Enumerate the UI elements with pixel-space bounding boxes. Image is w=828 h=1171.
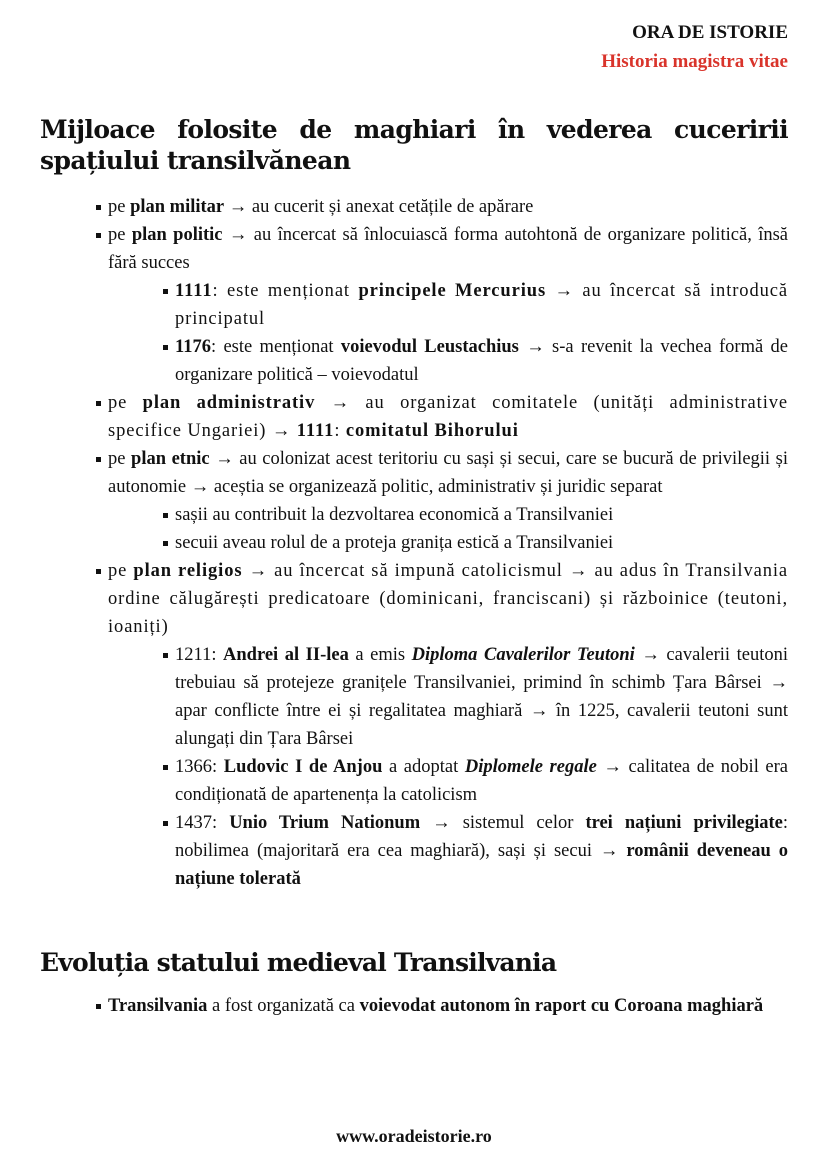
- text-segment: → cavalerii teutoni trebuiau să protejeze granițele Transilvaniei, primind în schimb Țara Bârsei → apar conflicte între ei și regalitatea maghiară → în 1225, cavalerii teutoni sunt alungați din Țara Bârsei: [175, 645, 789, 749]
- text-segment: → au colonizat acest teritoriu cu sași și secui, care se bucură de privilegii și autonomie → aceștia se organizează politic, administrativ și juridic separat: [108, 449, 788, 497]
- emphasis-text: plan administrativ: [142, 393, 316, 413]
- bullet-item: [108, 445, 788, 501]
- bullet-item: [175, 277, 788, 333]
- text-segment: 1366:: [175, 757, 224, 777]
- text-segment: a adoptat: [382, 757, 465, 777]
- text-segment: secuii aveau rolul de a proteja granița estică a Transilvaniei: [175, 533, 614, 553]
- emphasis-text: Unio Trium Nationum: [229, 813, 421, 833]
- text-segment: → au cucerit și anexat cetățile de apărare: [224, 197, 534, 217]
- emphasis-text: comitatul Bihorului: [345, 421, 519, 441]
- conquest-means-list: [0, 193, 828, 893]
- text-segment: : nobilimea (majoritară era cea maghiară), sași și secui →: [175, 813, 788, 861]
- emphasis-text: voievodat autonom în raport cu Coroana maghiară: [359, 996, 764, 1016]
- emphasis-text: plan etnic: [131, 449, 210, 469]
- text-segment: : este menționat: [212, 281, 359, 301]
- text-segment: → au încercat să introducă principatul: [175, 281, 788, 329]
- text-segment: → sistemul celor: [420, 813, 586, 833]
- text-segment: 1437:: [175, 813, 230, 833]
- emphasis-text: 1176: [175, 337, 211, 357]
- emphasis-text: 1111: [296, 421, 335, 441]
- text-segment: sașii au contribuit la dezvoltarea economică a Transilvaniei: [175, 505, 614, 525]
- emphasis-text: Transilvania: [108, 996, 208, 1016]
- text-segment: pe: [108, 225, 132, 245]
- text-segment: → calitatea de nobil era condiționată de apartenența la catolicism: [175, 757, 789, 805]
- bullet-item: [175, 641, 788, 753]
- text-segment: pe: [108, 197, 131, 217]
- text-segment: → au organizat comitatele (unități administrative specifice Ungariei) →: [108, 393, 788, 441]
- text-segment: a emis: [348, 645, 412, 665]
- bullet-item: [108, 389, 788, 445]
- text-segment: a fost organizată ca: [207, 996, 360, 1016]
- emphasis-text: Diplomele regale: [464, 757, 597, 777]
- bullet-item: [108, 193, 788, 221]
- text-segment: :: [334, 421, 346, 441]
- section-heading-conquest: Mijloace folosite de maghiari în vederea cuceririi spațiului transilvănean: [40, 115, 788, 175]
- text-segment: → au încercat să impună catolicismul → au adus în Transilvania ordine călugărești predicatoare (dominicani, franciscani) și războinice (teutoni, ioaniți): [108, 561, 789, 637]
- text-segment: 1211:: [175, 645, 224, 665]
- bullet-item: [175, 501, 788, 529]
- emphasis-text: 1111: [175, 281, 213, 301]
- bullet-item: [108, 221, 788, 277]
- emphasis-text: Diploma Cavalerilor Teutoni: [411, 645, 635, 665]
- bullet-item: [108, 992, 788, 1020]
- bullet-item: [175, 333, 788, 389]
- text-segment: pe: [108, 449, 132, 469]
- bullet-item: [108, 557, 788, 641]
- bullet-item: [175, 753, 788, 809]
- emphasis-text: voievodul Leustachius: [340, 337, 519, 357]
- site-title: ORA DE ISTORIE: [632, 22, 788, 43]
- emphasis-text: trei națiuni privilegiate: [585, 813, 783, 833]
- site-motto: Historia magistra vitae: [601, 51, 788, 72]
- evolution-list: [0, 992, 828, 1020]
- text-segment: pe: [108, 393, 143, 413]
- text-segment: : este menționat: [210, 337, 341, 357]
- emphasis-text: românii deveneau o națiune tolerată: [175, 841, 788, 889]
- text-segment: pe: [108, 561, 134, 581]
- emphasis-text: principele Mercurius: [358, 281, 547, 301]
- emphasis-text: plan politic: [131, 225, 223, 245]
- emphasis-text: Ludovic I de Anjou: [223, 757, 383, 777]
- bullet-item: [175, 809, 788, 893]
- emphasis-text: plan militar: [130, 197, 225, 217]
- emphasis-text: plan religios: [133, 561, 243, 581]
- text-segment: → au încercat să înlocuiască forma autohtonă de organizare politică, însă fără succes: [108, 225, 788, 273]
- text-segment: → s-a revenit la vechea formă de organizare politică – voievodatul: [175, 337, 788, 385]
- emphasis-text: Andrei al II-lea: [223, 645, 349, 665]
- section-heading-evolution: Evoluția statului medieval Transilvania: [40, 948, 557, 977]
- footer-url[interactable]: www.oradeistorie.ro: [336, 1126, 492, 1146]
- bullet-item: [175, 529, 788, 557]
